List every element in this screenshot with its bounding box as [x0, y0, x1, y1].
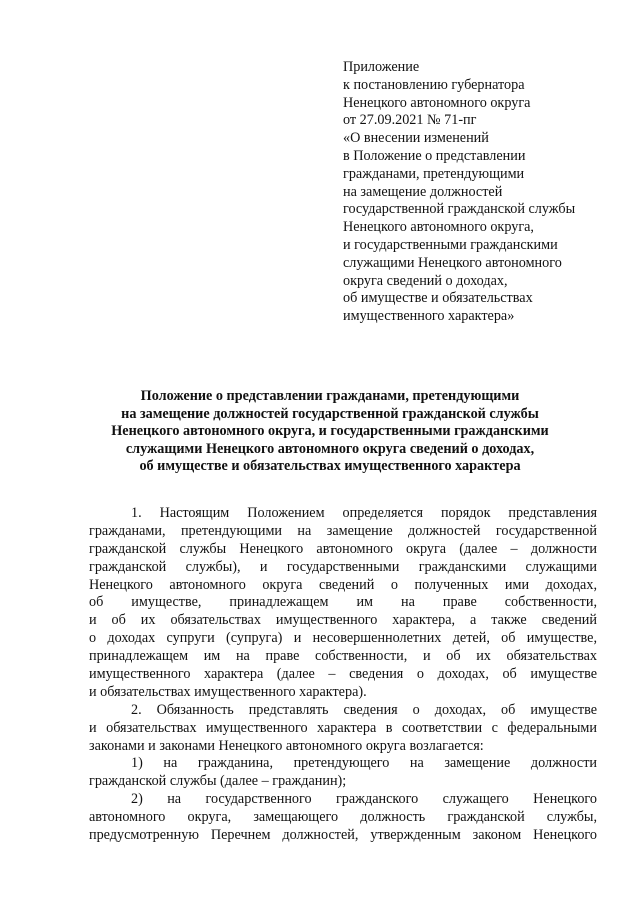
document-title	[60, 388, 600, 476]
appendix-line: Ненецкого автономного округа,	[343, 219, 534, 236]
appendix-line: служащими Ненецкого автономного	[343, 254, 562, 271]
appendix-line: имущественного характера»	[343, 308, 515, 325]
body-line: предусмотренную Перечнем должностей, утвержденным законом Ненецкого	[89, 827, 597, 844]
appendix-line: округа сведений о доходах,	[343, 272, 508, 289]
body-line: 1) на гражданина, претендующего на замещение должности	[131, 755, 597, 772]
document-body	[89, 505, 597, 845]
body-line: о доходах супруги (супруга) и несовершеннолетних детей, об имуществе,	[89, 630, 597, 647]
title-line: служащими Ненецкого автономного округа сведений о доходах,	[125, 440, 535, 457]
appendix-line: и государственными гражданскими	[343, 236, 558, 253]
body-line: и об их обязательствах имущественного характера, а также сведений	[89, 612, 597, 629]
title-line: Положение о представлении гражданами, претендующими	[140, 388, 520, 404]
body-line: гражданской службы (далее – гражданин);	[89, 773, 347, 790]
body-line: законами и законами Ненецкого автономного округа возлагается:	[89, 737, 484, 754]
appendix-line: государственной гражданской службы	[343, 201, 576, 218]
body-line: об имуществе, принадлежащем им на праве собственности,	[89, 594, 597, 611]
body-line: и обязательствах имущественного характера).	[89, 683, 367, 700]
appendix-line: Приложение	[343, 59, 420, 75]
body-line: 2) на государственного гражданского служащего Ненецкого	[131, 791, 597, 808]
appendix-line: от 27.09.2021 № 71-пг	[343, 112, 477, 129]
appendix-line: к постановлению губернатора	[343, 76, 525, 93]
body-line: 1. Настоящим Положением определяется порядок представления	[131, 505, 597, 521]
title-line: об имуществе и обязательствах имущественного характера	[139, 458, 521, 475]
title-line: Ненецкого автономного округа, и государственными гражданскими	[111, 423, 549, 440]
body-line: 2. Обязанность представлять сведения о доходах, об имуществе	[131, 701, 597, 718]
appendix-line: Ненецкого автономного округа	[343, 94, 531, 111]
appendix-line: «О внесении изменений	[343, 130, 489, 147]
appendix-line: гражданами, претендующими	[343, 165, 525, 182]
body-line: принадлежащем им на праве собственности, и об их обязательствах	[89, 648, 597, 665]
body-line: гражданами, претендующими на замещение должностей государственной	[89, 522, 597, 539]
appendix-line: об имуществе и обязательствах	[343, 290, 533, 307]
body-line: и обязательствах имущественного характера в соответствии с федеральными	[89, 719, 597, 736]
appendix-header	[343, 59, 623, 326]
body-line: гражданской службы), и государственными гражданскими служащими	[89, 558, 597, 575]
body-line: гражданской службы Ненецкого автономного округа (далее – должности	[89, 540, 597, 557]
body-line: имущественного характера (далее – сведения о доходах, об имуществе	[89, 666, 597, 683]
appendix-line: на замещение должностей	[343, 183, 503, 200]
body-line: автономного округа, замещающего должность гражданской службы,	[89, 809, 597, 826]
body-line: Ненецкого автономного округа сведений о полученных ими доходах,	[89, 576, 597, 593]
title-line: на замещение должностей государственной гражданской службы	[121, 405, 539, 422]
appendix-line: в Положение о представлении	[343, 147, 526, 164]
